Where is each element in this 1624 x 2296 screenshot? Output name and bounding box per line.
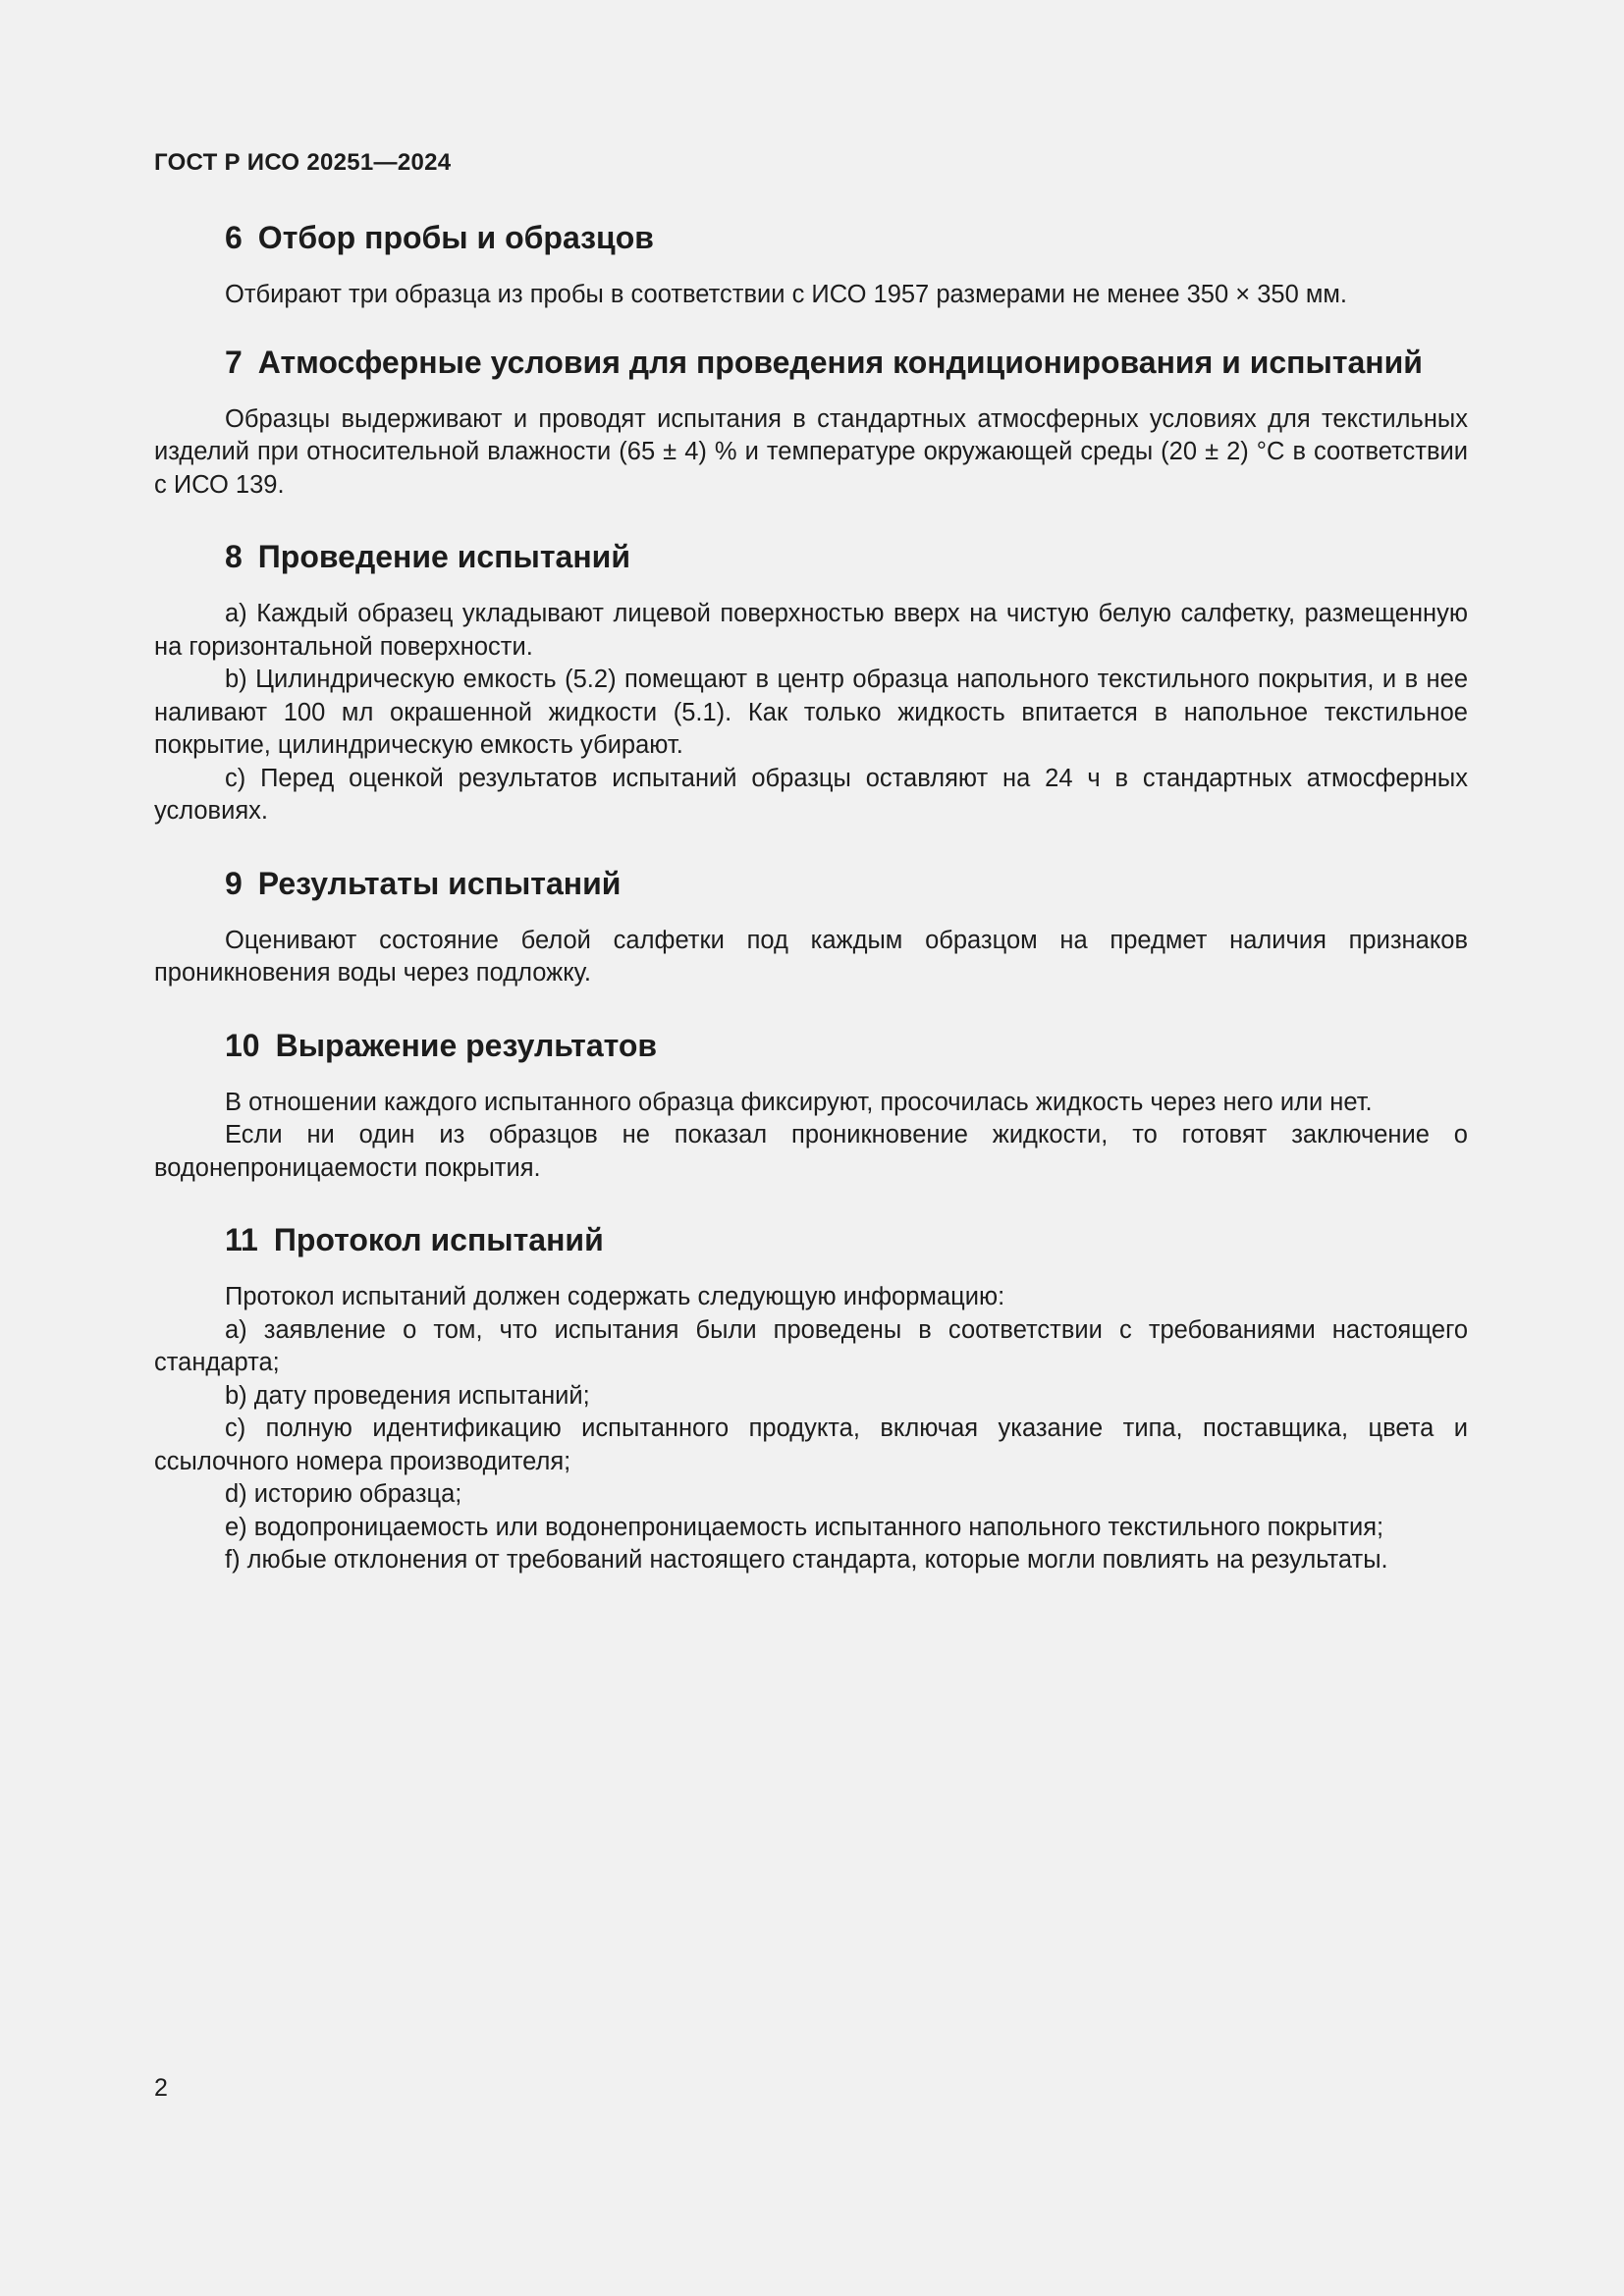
section-title: Отбор пробы и образцов <box>257 220 654 255</box>
section-10 <box>154 1026 1468 1186</box>
list-item: а) Каждый образец укладывают лицевой поверхностью вверх на чистую белую салфетку, размещенную на горизонтальной поверхности. <box>154 600 1468 661</box>
document-body <box>154 218 1468 1577</box>
paragraph: Отбирают три образца из пробы в соответствии с ИСО 1957 размерами не менее 350 × 350 мм. <box>225 281 1348 308</box>
section-title: Протокол испытаний <box>273 1222 604 1257</box>
paragraph: Протокол испытаний должен содержать следующую информацию: <box>225 1283 1005 1310</box>
section-title: Атмосферные условия для проведения кондиционирования и испытаний <box>257 344 1423 380</box>
list-item: с) Перед оценкой результатов испытаний образцы оставляют на 24 ч в стандартных атмосферных условиях. <box>154 764 1468 825</box>
section-number: 11 <box>225 1222 258 1257</box>
list-item: b) дату проведения испытаний; <box>225 1381 590 1410</box>
list-item: с) полную идентификацию испытанного продукта, включая указание типа, поставщика, цвета и ссылочного номера производителя; <box>154 1415 1468 1475</box>
list-item: d) историю образца; <box>225 1480 462 1508</box>
section-heading <box>154 218 1468 257</box>
paragraph: В отношении каждого испытанного образца фиксируют, просочилась жидкость через него или нет. <box>225 1088 1373 1116</box>
paragraph: Образцы выдерживают и проводят испытания в стандартных атмосферных условиях для текстильных изделий при относительной влажности (65 ± 4) % и температуре окружающей среды (20 ± 2) °С в соответствии с ИСО 139. <box>154 404 1468 499</box>
paragraph: Оценивают состояние белой салфетки под каждым образцом на предмет наличия признаков проникновения воды через подложку. <box>154 926 1468 987</box>
section-8 <box>154 537 1468 828</box>
section-heading <box>154 1026 1468 1065</box>
document-code: ГОСТ Р ИСО 20251—2024 <box>154 149 452 176</box>
section-title: Проведение испытаний <box>257 539 630 574</box>
section-heading <box>154 1220 1468 1259</box>
section-number: 9 <box>225 865 243 901</box>
section-heading <box>154 864 1468 903</box>
page-number: 2 <box>154 2074 168 2102</box>
list-item: е) водопроницаемость или водонепроницаемость испытанного напольного текстильного покрытия; <box>225 1513 1384 1541</box>
list-item: f) любые отклонения от требований настоящего стандарта, которые могли повлиять на результаты. <box>225 1546 1388 1574</box>
section-heading <box>154 343 1468 382</box>
paragraph: Если ни один из образцов не показал проникновение жидкости, то готовят заключение о водонепроницаемости покрытия. <box>154 1121 1468 1182</box>
section-title: Выражение результатов <box>275 1027 658 1063</box>
list-item: а) заявление о том, что испытания были проведены в соответствии с требованиями настоящего стандарта; <box>154 1315 1468 1376</box>
section-number: 6 <box>225 220 243 255</box>
section-6 <box>154 218 1468 312</box>
section-7 <box>154 343 1468 503</box>
section-9 <box>154 864 1468 990</box>
section-number: 8 <box>225 539 243 574</box>
section-number: 7 <box>225 344 243 380</box>
section-title: Результаты испытаний <box>257 865 622 901</box>
section-11 <box>154 1220 1468 1577</box>
section-number: 10 <box>225 1027 260 1063</box>
list-item: b) Цилиндрическую емкость (5.2) помещают в центр образца напольного текстильного покрытия, и в нее наливают 100 мл окрашенной жидкости (5.1). Как только жидкость впитается в напольное текстильное покрытие, цилиндрическую емкость убирают. <box>154 666 1468 759</box>
section-heading <box>154 537 1468 576</box>
